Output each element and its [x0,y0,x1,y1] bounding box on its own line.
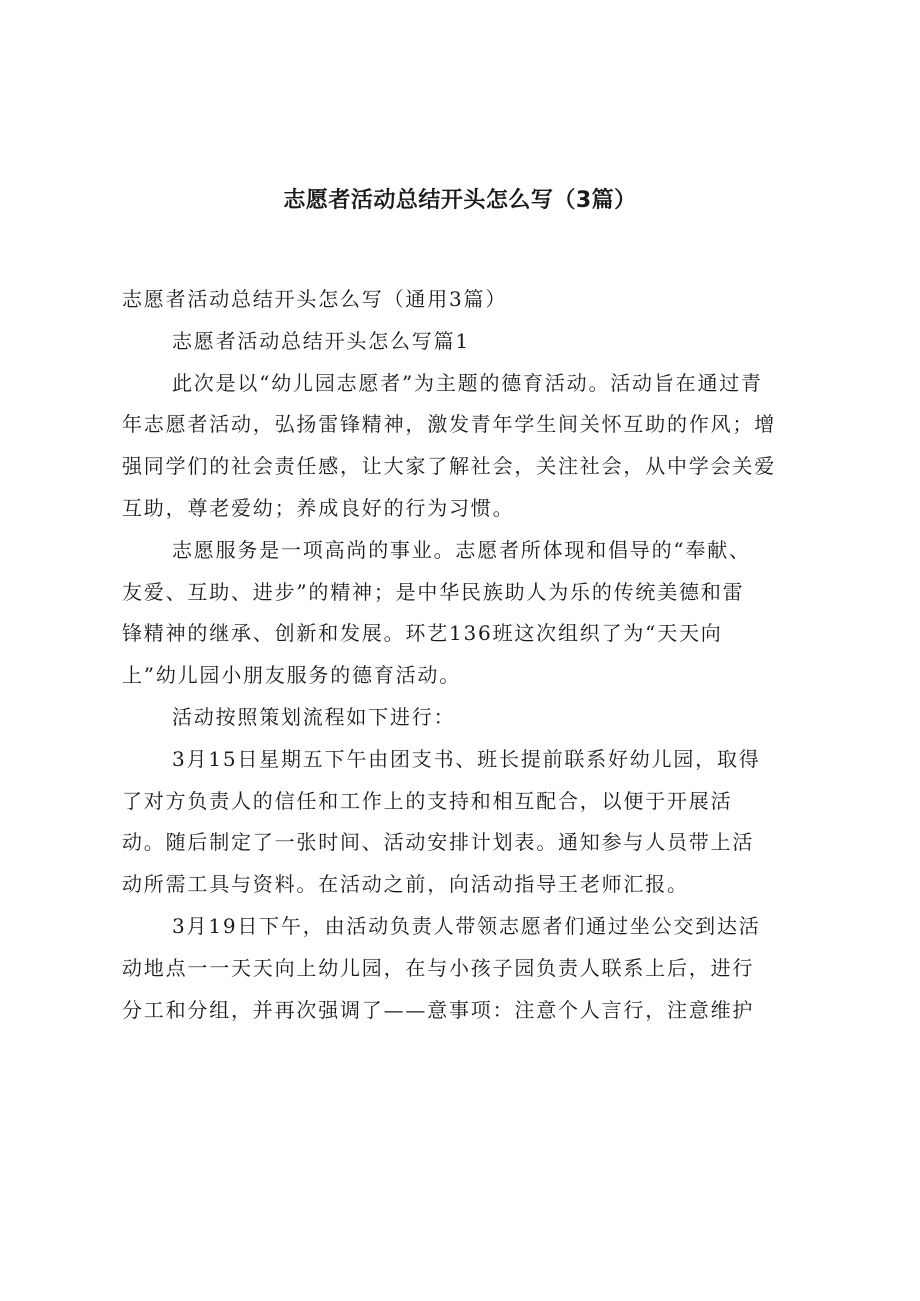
document-title: 志愿者活动总结开头怎么写（3篇） [283,188,637,213]
paragraph-line: 3月19日下午，由活动负责人带领志愿者们通过坐公交到达活 [172,913,761,938]
paragraph-line: 锋精神的继承、创新和发展。环艺136班这次组织了为“天天向 [122,621,723,646]
paragraph-line: 3月15日星期五下午由团支书、班长提前联系好幼儿园，取得 [172,746,761,771]
subtitle-line: 志愿者活动总结开头怎么写（通用3篇） [122,287,508,311]
paragraph-line: 了对方负责人的信任和工作上的支持和相互配合，以便于开展活 [122,788,733,813]
paragraph-line: 志愿服务是一项高尚的事业。志愿者所体现和倡导的“奉献、 [172,537,751,562]
paragraph-line: 活动按照策划流程如下进行： [172,704,456,729]
paragraph-line: 动。随后制定了一张时间、活动安排计划表。通知参与人员带上活 [122,830,755,855]
paragraph-line: 上”幼儿园小朋友服务的德育活动。 [122,663,462,688]
paragraph-line: 友爱、互助、进步”的精神；是中华民族助人为乐的传统美德和雷 [122,579,745,604]
document-body [122,283,822,1035]
paragraph-line: 动地点一一天天向上幼儿园，在与小孩子园负责人联系上后，进行 [122,955,755,980]
paragraph-line: 互助，尊老爱幼；养成良好的行为习惯。 [122,495,515,520]
paragraph-line: 此次是以“幼儿园志愿者”为主题的德育活动。活动旨在通过青 [172,370,763,395]
section-heading: 志愿者活动总结开头怎么写篇1 [172,328,470,353]
paragraph-line: 强同学们的社会责任感，让大家了解社会，关注社会，从中学会关爱 [122,454,776,479]
paragraph-line: 年志愿者活动，弘扬雷锋精神，激发青年学生间关怀互助的作风；增 [122,412,776,437]
paragraph-line: 动所需工具与资料。在活动之前，向活动指导王老师汇报。 [122,872,689,897]
paragraph-line: 分工和分组，并再次强调了——意事项：注意个人言行，注意维护 [122,997,755,1022]
